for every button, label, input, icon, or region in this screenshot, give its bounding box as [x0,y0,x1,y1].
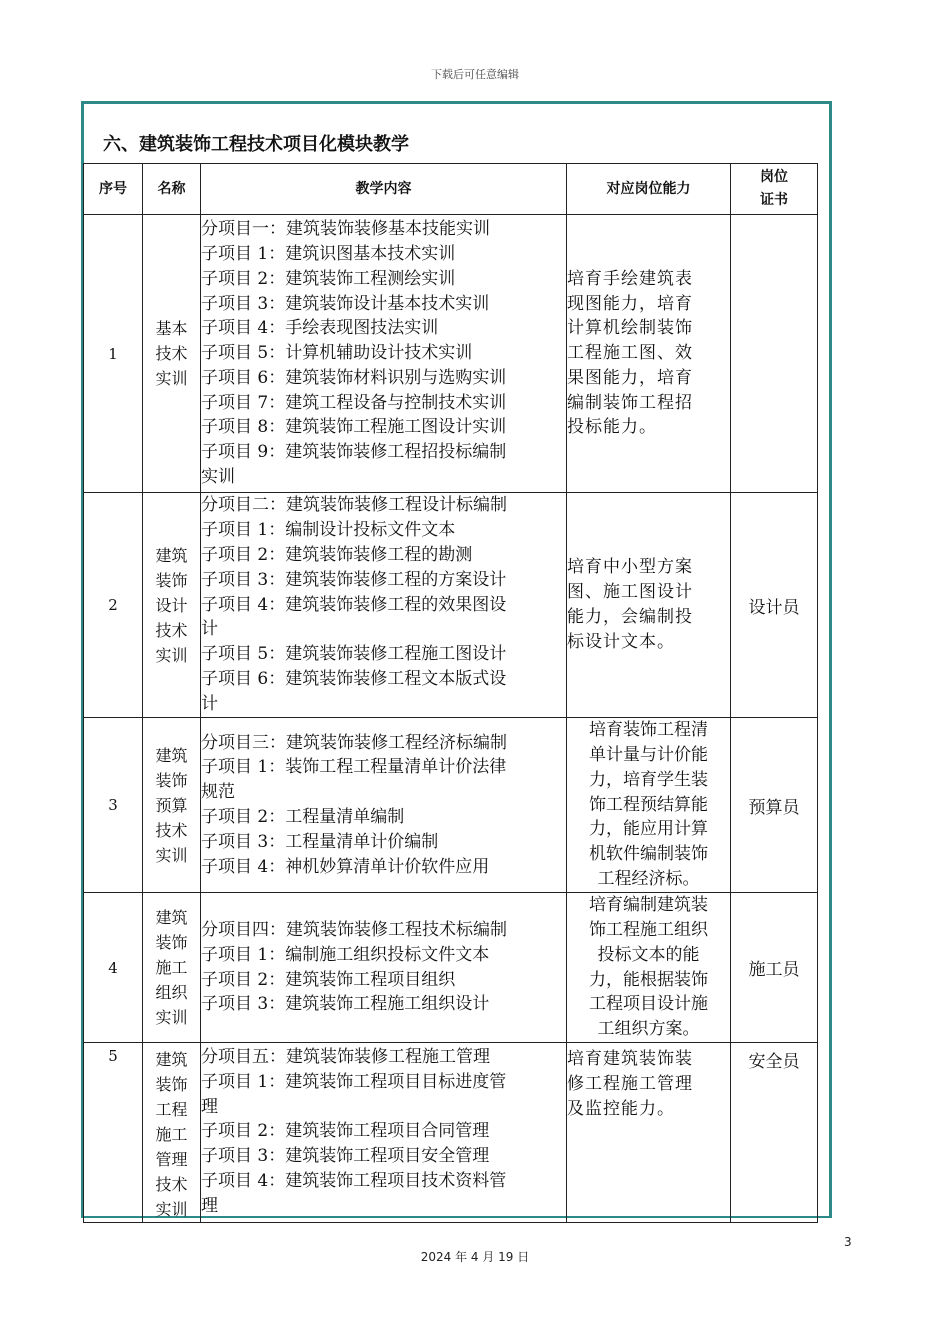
content-line: 子项目 5：建筑装饰装修工程施工图设计 [201,644,507,665]
content-line: 子项目 6：建筑装饰材料识别与选购实训 [201,367,507,388]
content-line: 子项目 9：建筑装饰装修工程招投标编制 [201,442,507,463]
ability-line: 果图能力，培育 [567,367,693,388]
ability-line: 修工程施工管理 [567,1073,693,1094]
row-name [143,718,201,893]
content-line: 理 [201,1195,218,1216]
row-seq: 4 [84,893,143,1043]
row-name-line: 实训 [155,369,188,388]
row-name-line: 实训 [155,845,188,865]
row-name-line: 组织 [155,983,188,1002]
row-name-line: 技术 [155,1175,188,1194]
row-ability [567,215,731,493]
content-line: 规范 [201,782,235,803]
row-name [143,215,201,493]
content-line: 子项目 8：建筑装饰工程施工图设计实训 [201,417,507,438]
ability-line: 力，能应用计算 [589,819,708,840]
ability-line: 计算机绘制装饰 [567,318,693,339]
ability-line: 培育装饰工程清 [589,720,708,741]
ability-line: 投标文本的能 [597,944,700,965]
row-name-line: 施工 [155,1125,188,1144]
ability-line: 能力，会编制投 [567,607,693,627]
row-cert: 预算员 [731,718,818,893]
table-row [84,215,818,493]
header-note: 下载后可任意编辑 [431,68,519,81]
header-seq: 序号 [84,164,143,215]
ability-line: 标设计文本。 [567,631,675,652]
header-cert-line: 证书 [760,192,788,208]
row-name-line: 工程 [155,1100,188,1119]
row-name-line: 实训 [155,1200,188,1219]
row-name-line: 建筑 [155,545,188,565]
content-line: 子项目 1：建筑装饰工程项目目标进度管 [201,1071,507,1092]
row-name-line: 预算 [155,795,188,815]
table-row [84,1043,818,1223]
header-ability: 对应岗位能力 [567,164,731,215]
content-line: 子项目 2：工程量清单编制 [201,807,405,827]
content-line: 子项目 3：建筑装饰工程项目安全管理 [201,1146,490,1167]
row-seq: 5 [84,1043,143,1223]
content-line: 子项目 3：建筑装饰装修工程的方案设计 [201,569,507,590]
row-ability [567,893,731,1043]
content-line: 计 [201,619,218,640]
content-line: 子项目 2：建筑装饰工程项目合同管理 [201,1121,490,1142]
row-cert [731,215,818,493]
ability-line: 工组织方案。 [597,1019,700,1040]
curriculum-table [83,163,818,1223]
row-seq: 3 [84,718,143,893]
content-line: 分项目二：建筑装饰装修工程设计标编制 [201,495,507,516]
ability-line: 饰工程预结算能 [589,794,708,815]
row-cert: 设计员 [731,493,818,718]
row-cert: 安全员 [731,1043,818,1223]
row-name-line: 技术 [155,820,188,840]
header-name: 名称 [143,164,201,215]
ability-line: 培育中小型方案 [567,557,693,578]
ability-line: 机软件编制装饰 [589,844,708,865]
row-name [143,893,201,1043]
table-row [84,893,818,1043]
ability-line: 单计量与计价能 [589,745,708,765]
ability-line: 培育编制建筑装 [589,895,708,916]
content-line: 分项目一：建筑装饰装修基本技能实训 [201,219,490,240]
row-name-line: 实训 [155,1008,188,1027]
page-number: 3 [844,1235,852,1249]
row-ability [567,493,731,718]
row-content [201,493,567,718]
row-content [201,893,567,1043]
row-ability [567,1043,731,1223]
row-content [201,1043,567,1223]
content-line: 子项目 6：建筑装饰装修工程文本版式设 [201,668,507,689]
content-line: 子项目 1：装饰工程工程量清单计价法律 [201,757,507,778]
ability-line: 投标能力。 [567,417,657,438]
row-content [201,718,567,893]
content-line: 理 [201,1096,218,1117]
row-name-line: 装饰 [155,570,188,590]
header-content: 教学内容 [201,164,567,215]
ability-line: 力，培育学生装 [589,769,708,790]
ability-line: 现图能力，培育 [567,293,693,314]
ability-line: 及监控能力。 [567,1098,675,1119]
ability-line: 培育建筑装饰装 [567,1049,693,1069]
row-cert: 施工员 [731,893,818,1043]
row-name [143,1043,201,1223]
row-name-line: 基本 [155,319,188,338]
ability-line: 图、施工图设计 [567,582,693,603]
content-line: 子项目 2：建筑装饰装修工程的勘测 [201,545,473,565]
row-name-line: 施工 [155,958,188,977]
content-line: 子项目 2：建筑装饰工程项目组织 [201,969,456,990]
row-content [201,215,567,493]
content-line: 子项目 7：建筑工程设备与控制技术实训 [201,392,507,413]
row-ability [567,718,731,893]
table-header-row [84,164,818,215]
table-row [84,493,818,718]
header-cert-line: 岗位 [760,169,788,185]
ability-line: 力，能根据装饰 [589,969,708,990]
footer-date: 2024 年 4 月 19 日 [420,1250,530,1264]
content-line: 子项目 5：计算机辅助设计技术实训 [201,343,473,364]
row-name-line: 设计 [155,595,188,615]
content-line: 子项目 1：编制施工组织投标文件文本 [201,944,490,965]
ability-line: 工程项目设计施 [589,994,708,1015]
row-name-line: 装饰 [155,1075,188,1094]
content-line: 子项目 4：神机妙算清单计价软件应用 [201,856,490,877]
section-title: 六、建筑装饰工程技术项目化模块教学 [103,134,409,155]
content-line: 分项目五：建筑装饰装修工程施工管理 [201,1047,490,1067]
content-line: 子项目 4：建筑装饰装修工程的效果图设 [201,594,507,615]
row-name-line: 技术 [155,620,188,640]
header-cert [731,164,818,215]
ability-line: 培育手绘建筑表 [567,268,693,289]
ability-line: 工程施工图、效 [567,343,693,364]
row-name-line: 管理 [155,1150,188,1169]
row-seq: 2 [84,493,143,718]
content-line: 分项目三：建筑装饰装修工程经济标编制 [201,732,507,753]
table-row [84,718,818,893]
content-line: 分项目四：建筑装饰装修工程技术标编制 [201,919,507,940]
content-line: 计 [201,693,218,714]
content-line: 子项目 3：工程量清单计价编制 [201,831,439,852]
ability-line: 编制装饰工程招 [567,392,693,413]
ability-line: 饰工程施工组织 [589,919,708,940]
row-name-line: 装饰 [155,933,188,952]
content-line: 子项目 3：建筑装饰工程施工组织设计 [201,994,490,1015]
content-line: 子项目 1：建筑识图基本技术实训 [201,243,456,264]
content-line: 子项目 3：建筑装饰设计基本技术实训 [201,293,490,314]
content-line: 子项目 1：编制设计投标文件文本 [201,520,456,541]
row-name-line: 装饰 [155,770,188,790]
row-seq: 1 [84,215,143,493]
row-name-line: 建筑 [155,908,188,927]
row-name-line: 技术 [155,344,188,363]
ability-line: 工程经济标。 [597,868,700,889]
content-line: 子项目 2：建筑装饰工程测绘实训 [201,268,456,289]
content-line: 子项目 4：建筑装饰工程项目技术资料管 [201,1170,507,1191]
row-name-line: 实训 [155,645,188,665]
row-name-line: 建筑 [155,1050,188,1069]
content-line: 实训 [201,467,235,488]
row-name-line: 建筑 [155,745,188,765]
row-name [143,493,201,718]
content-line: 子项目 4：手绘表现图技法实训 [201,318,439,339]
